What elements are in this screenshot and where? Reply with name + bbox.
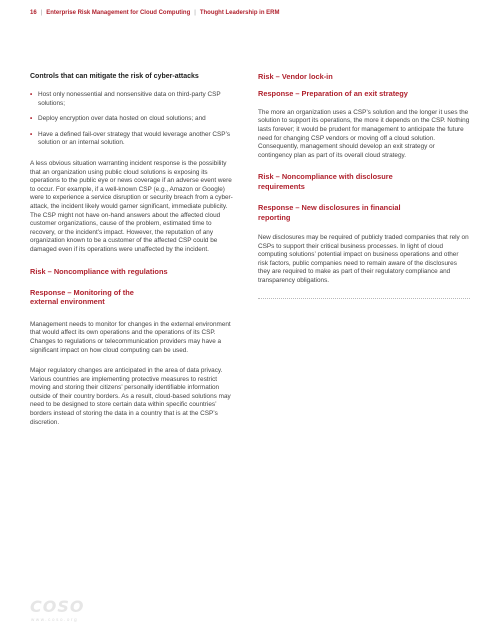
section-divider xyxy=(258,298,470,299)
controls-heading: Controls that can mitigate the risk of cyber-attacks xyxy=(30,73,199,80)
monitoring-paragraph: Management needs to monitor for changes in the external environment that would affect its own operations and the operations of its CSP. Changes to regulations or telecommunication providers may have a significant impact on how cloud computing can be used. xyxy=(30,320,231,354)
risk-heading-disclosure: Risk – Noncompliance with disclosure requirements xyxy=(258,172,393,191)
bullet-icon: • xyxy=(30,130,33,138)
exit-paragraph: The more an organization uses a CSP’s solution and the longer it uses the solution to support its operations, the more it depends on the CSP. Nothing lasts forever; it would be prudent for management to anticipate the future need for changing CSP vendors or moving off a cloud solution. Consequently, management should develop an exit strategy or contingency plan as part of its overall cloud strategy. xyxy=(258,108,470,159)
page-number: 16 xyxy=(30,10,37,16)
bullet-icon: • xyxy=(30,91,33,98)
disclosures-paragraph: New disclosures may be required of publicly traded companies that rely on CSPs to support their critical business processes. In light of cloud computing solutions’ potential impact on business operations and other risk factors, public companies need to remain aware of the disclosures they are required to make as part of their regulatory compliance and transparency obligations. xyxy=(258,234,469,284)
risk-heading-lockin: Risk – Vendor lock-in xyxy=(258,72,333,81)
response-heading-exit: Response – Preparation of an exit strategy xyxy=(258,89,408,99)
page-header xyxy=(30,10,280,16)
coso-logo: COSO xyxy=(30,597,85,616)
list-item: • Host only nonessential and nonsensitive data on third-party CSP solutions; xyxy=(30,91,221,107)
list-item: • Have a defined fail-over strategy that would leverage another CSP’s solution or an internal solution. xyxy=(30,130,231,147)
right-column xyxy=(258,72,470,299)
header-separator: | xyxy=(194,10,196,16)
regulatory-paragraph: Major regulatory changes are anticipated in the area of data privacy. Various countries are implementing protective measures to restrict moving and storing their citizens’ personally identifiable information outside of their country borders. As a result, cloud-based solutions may need to be designed to store certain data within specific countries’ borders instead of storing the data in a country that is at the CSP’s discretion. xyxy=(30,367,231,426)
section-title: Thought Leadership in ERM xyxy=(199,10,280,16)
coso-url: www.coso.org xyxy=(31,617,79,622)
risk-heading-regulations: Risk – Noncompliance with regulations xyxy=(30,266,168,276)
document-title: Enterprise Risk Management for Cloud Computing xyxy=(46,10,191,16)
controls-list xyxy=(30,91,238,148)
left-column xyxy=(30,72,238,439)
bullet-icon: • xyxy=(30,115,33,123)
list-item: • Deploy encryption over data hosted on cloud solutions; and xyxy=(30,115,206,123)
response-heading-monitoring: Response – Monitoring of the external environment xyxy=(30,287,134,307)
header-separator: | xyxy=(40,10,43,16)
response-heading-disclosures: Response – New disclosures in financial reporting xyxy=(258,203,401,222)
incident-paragraph: A less obvious situation warranting incident response is the possibility that an organization using public cloud solutions is exposing its operations to the public eye or news coverage if an adverse event were to occur. For example, if a well-known CSP (e.g., Amazon or Google) were to experience a service disruption or security breach from a cyber-attack, the incident likely would garner significant, immediate publicity. The CSP might not have on-hand answers about the affected cloud customer organizations, cause of the problem, estimated time to recovery, or the incident’s impact. However, the reputation of any organization known to be a customer of the affected CSP could be damaged even if its operations were unaffected by the incident. xyxy=(30,159,233,253)
